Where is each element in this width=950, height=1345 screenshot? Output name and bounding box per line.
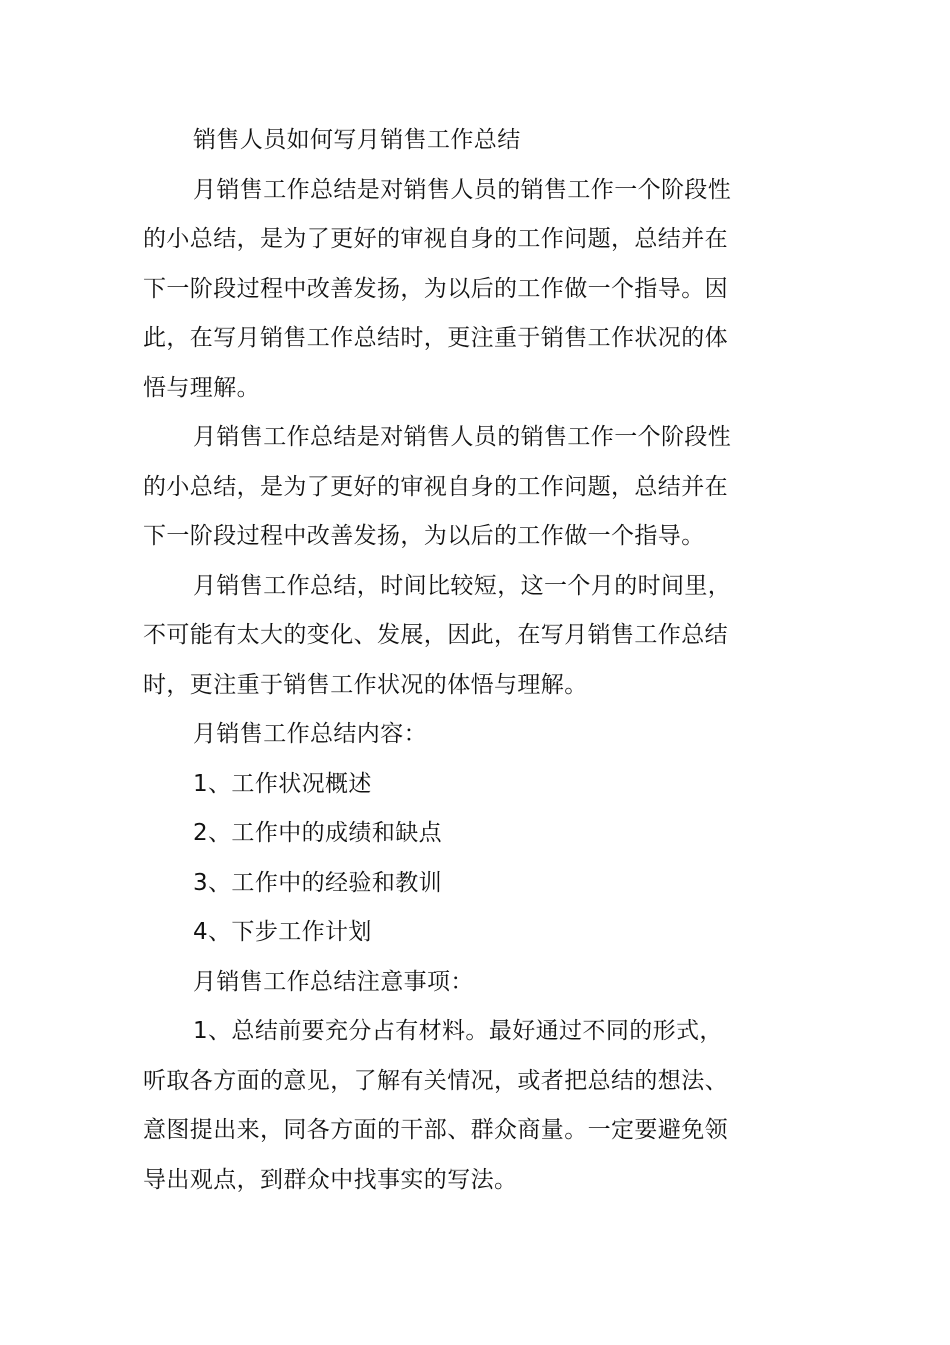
content-item-2: 2、工作中的成绩和缺点: [193, 820, 443, 846]
notes-heading: 月销售工作总结注意事项：: [193, 968, 474, 995]
content-item-4: 4、下步工作计划: [193, 919, 372, 945]
content-item-3: 3、工作中的经验和教训: [193, 869, 443, 896]
paragraph-intro: 月销售工作总结是对销售人员的销售工作一个阶段性的小总结，是为了更好的审视自身的工作问题，总结并在下一阶段过程中改善发扬，为以后的工作做一个指导。因此，在写月销售工作总结时，更注重于销售工作状况的体悟与理解。: [143, 176, 732, 401]
notes-paragraph-1: 1、总结前要充分占有材料。最好通过不同的形式，听取各方面的意见，了解有关情况，或者把总结的想法、意图提出来，同各方面的干部、群众商量。一定要避免领导出观点，到群众中找事实的写法。: [143, 1018, 728, 1193]
paragraph-repeat: 月销售工作总结是对销售人员的销售工作一个阶段性的小总结，是为了更好的审视自身的工作问题，总结并在下一阶段过程中改善发扬，为以后的工作做一个指导。: [143, 424, 732, 549]
document-title: 销售人员如何写月销售工作总结: [193, 127, 521, 153]
content-item-1: 1、工作状况概述: [193, 770, 372, 797]
document-body: [143, 116, 743, 1205]
content-heading: 月销售工作总结内容：: [193, 721, 427, 747]
paragraph-time: 月销售工作总结，时间比较短，这一个月的时间里，不可能有太大的变化、发展，因此，在写月销售工作总结时，更注重于销售工作状况的体悟与理解。: [143, 572, 732, 698]
